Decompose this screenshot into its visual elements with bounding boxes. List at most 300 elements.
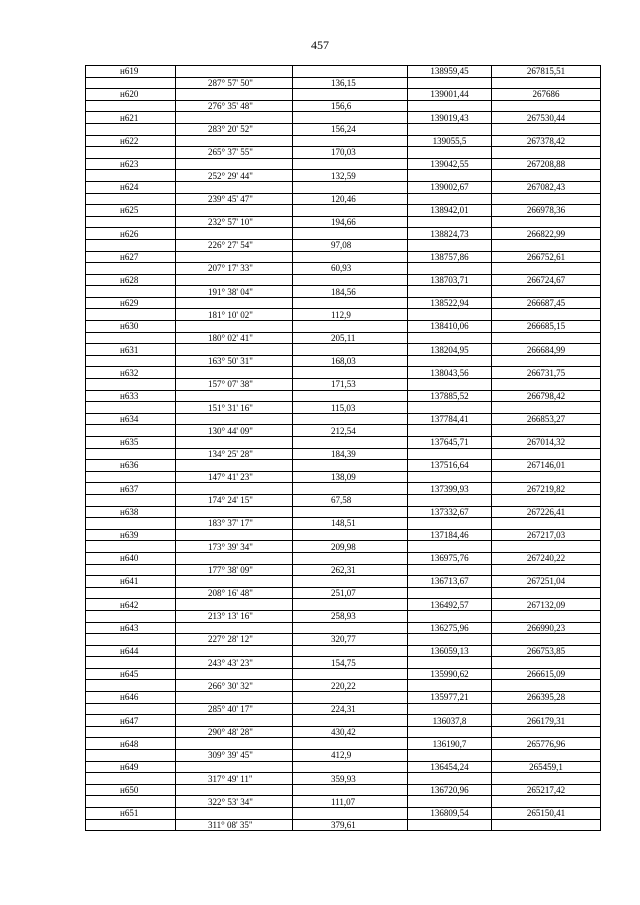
- empty-cell: [86, 587, 176, 599]
- point-row: [86, 135, 601, 147]
- segment-row: [86, 819, 601, 831]
- empty-cell: [492, 77, 601, 89]
- point-row: [86, 506, 601, 518]
- point-row: [86, 205, 601, 217]
- segment-row: [86, 263, 601, 275]
- direction-angle-cell: 174° 24' 15": [176, 494, 293, 506]
- x-coordinate-cell: 135990,62: [408, 668, 492, 680]
- empty-cell: [176, 529, 293, 541]
- segment-row: [86, 541, 601, 553]
- segment-row: [86, 286, 601, 298]
- empty-cell: [293, 460, 408, 472]
- x-coordinate-cell: 137645,71: [408, 437, 492, 449]
- empty-cell: [492, 703, 601, 715]
- x-coordinate-cell: 138757,86: [408, 251, 492, 263]
- empty-cell: [492, 750, 601, 762]
- x-coordinate-cell: 136190,7: [408, 738, 492, 750]
- direction-angle-cell: 276° 35' 48": [176, 100, 293, 112]
- direction-angle-cell: 213° 13' 16": [176, 610, 293, 622]
- segment-length-cell: 194,66: [293, 216, 408, 228]
- y-coordinate-cell: 266731,75: [492, 367, 601, 379]
- point-name-cell: н633: [86, 390, 176, 402]
- empty-cell: [86, 100, 176, 112]
- segment-length-cell: 224,31: [293, 703, 408, 715]
- empty-cell: [408, 471, 492, 483]
- empty-cell: [86, 263, 176, 275]
- segment-length-cell: 67,58: [293, 494, 408, 506]
- segment-length-cell: 97,08: [293, 239, 408, 251]
- direction-angle-cell: 183° 37' 17": [176, 518, 293, 530]
- segment-row: [86, 379, 601, 391]
- empty-cell: [293, 413, 408, 425]
- empty-cell: [86, 657, 176, 669]
- segment-row: [86, 170, 601, 182]
- point-name-cell: н648: [86, 738, 176, 750]
- y-coordinate-cell: 266179,31: [492, 715, 601, 727]
- segment-length-cell: 412,9: [293, 750, 408, 762]
- point-name-cell: н622: [86, 135, 176, 147]
- empty-cell: [293, 274, 408, 286]
- y-coordinate-cell: 267378,42: [492, 135, 601, 147]
- empty-cell: [293, 668, 408, 680]
- point-name-cell: н635: [86, 437, 176, 449]
- direction-angle-cell: 285° 40' 17": [176, 703, 293, 715]
- segment-row: [86, 587, 601, 599]
- empty-cell: [176, 506, 293, 518]
- direction-angle-cell: 147° 41' 23": [176, 471, 293, 483]
- segment-length-cell: 320,77: [293, 634, 408, 646]
- segment-row: [86, 518, 601, 530]
- y-coordinate-cell: 267226,41: [492, 506, 601, 518]
- empty-cell: [408, 494, 492, 506]
- empty-cell: [408, 216, 492, 228]
- coordinates-table: [85, 65, 601, 831]
- empty-cell: [176, 158, 293, 170]
- segment-length-cell: 430,42: [293, 726, 408, 738]
- empty-cell: [176, 228, 293, 240]
- segment-length-cell: 60,93: [293, 263, 408, 275]
- x-coordinate-cell: 136975,76: [408, 552, 492, 564]
- segment-row: [86, 726, 601, 738]
- point-name-cell: н631: [86, 344, 176, 356]
- point-name-cell: н620: [86, 89, 176, 101]
- point-name-cell: н634: [86, 413, 176, 425]
- segment-row: [86, 564, 601, 576]
- y-coordinate-cell: 266685,15: [492, 321, 601, 333]
- point-name-cell: н646: [86, 692, 176, 704]
- segment-row: [86, 147, 601, 159]
- empty-cell: [293, 89, 408, 101]
- y-coordinate-cell: 265217,42: [492, 784, 601, 796]
- empty-cell: [293, 715, 408, 727]
- empty-cell: [86, 170, 176, 182]
- empty-cell: [176, 437, 293, 449]
- point-row: [86, 321, 601, 333]
- segment-length-cell: 258,93: [293, 610, 408, 622]
- empty-cell: [86, 332, 176, 344]
- segment-length-cell: 205,11: [293, 332, 408, 344]
- y-coordinate-cell: 267014,32: [492, 437, 601, 449]
- segment-row: [86, 309, 601, 321]
- empty-cell: [408, 657, 492, 669]
- segment-length-cell: 138,09: [293, 471, 408, 483]
- coordinates-table-body: [86, 66, 601, 831]
- empty-cell: [492, 170, 601, 182]
- direction-angle-cell: 265° 37' 55": [176, 147, 293, 159]
- empty-cell: [293, 437, 408, 449]
- direction-angle-cell: 322° 53' 34": [176, 796, 293, 808]
- point-name-cell: н639: [86, 529, 176, 541]
- point-name-cell: н629: [86, 297, 176, 309]
- empty-cell: [492, 471, 601, 483]
- empty-cell: [176, 367, 293, 379]
- segment-row: [86, 796, 601, 808]
- empty-cell: [176, 552, 293, 564]
- empty-cell: [86, 541, 176, 553]
- x-coordinate-cell: 137516,64: [408, 460, 492, 472]
- x-coordinate-cell: 139001,44: [408, 89, 492, 101]
- point-name-cell: н619: [86, 66, 176, 78]
- x-coordinate-cell: 138824,73: [408, 228, 492, 240]
- empty-cell: [176, 413, 293, 425]
- y-coordinate-cell: 266990,23: [492, 622, 601, 634]
- direction-angle-cell: 290° 48' 28": [176, 726, 293, 738]
- empty-cell: [408, 726, 492, 738]
- empty-cell: [86, 796, 176, 808]
- segment-row: [86, 750, 601, 762]
- segment-length-cell: 262,31: [293, 564, 408, 576]
- direction-angle-cell: 191° 38' 04": [176, 286, 293, 298]
- direction-angle-cell: 130° 44' 09": [176, 425, 293, 437]
- x-coordinate-cell: 139002,67: [408, 181, 492, 193]
- y-coordinate-cell: 267530,44: [492, 112, 601, 124]
- y-coordinate-cell: 267217,03: [492, 529, 601, 541]
- direction-angle-cell: 157° 07' 38": [176, 379, 293, 391]
- empty-cell: [492, 332, 601, 344]
- y-coordinate-cell: 266395,28: [492, 692, 601, 704]
- segment-length-cell: 132,59: [293, 170, 408, 182]
- direction-angle-cell: 134° 25' 28": [176, 448, 293, 460]
- empty-cell: [492, 123, 601, 135]
- point-name-cell: н642: [86, 599, 176, 611]
- point-name-cell: н632: [86, 367, 176, 379]
- empty-cell: [86, 379, 176, 391]
- empty-cell: [176, 297, 293, 309]
- point-name-cell: н643: [86, 622, 176, 634]
- direction-angle-cell: 266° 30' 32": [176, 680, 293, 692]
- y-coordinate-cell: 265776,96: [492, 738, 601, 750]
- y-coordinate-cell: 265150,41: [492, 808, 601, 820]
- empty-cell: [492, 657, 601, 669]
- empty-cell: [176, 715, 293, 727]
- empty-cell: [176, 181, 293, 193]
- empty-cell: [492, 796, 601, 808]
- segment-length-cell: 209,98: [293, 541, 408, 553]
- empty-cell: [293, 692, 408, 704]
- x-coordinate-cell: 137784,41: [408, 413, 492, 425]
- empty-cell: [176, 599, 293, 611]
- empty-cell: [176, 645, 293, 657]
- empty-cell: [492, 518, 601, 530]
- segment-row: [86, 657, 601, 669]
- empty-cell: [492, 541, 601, 553]
- empty-cell: [86, 239, 176, 251]
- y-coordinate-cell: 265459,1: [492, 761, 601, 773]
- empty-cell: [86, 564, 176, 576]
- empty-cell: [86, 123, 176, 135]
- point-row: [86, 622, 601, 634]
- empty-cell: [86, 286, 176, 298]
- point-name-cell: н650: [86, 784, 176, 796]
- segment-row: [86, 425, 601, 437]
- segment-length-cell: 154,75: [293, 657, 408, 669]
- x-coordinate-cell: 138204,95: [408, 344, 492, 356]
- empty-cell: [408, 541, 492, 553]
- empty-cell: [86, 680, 176, 692]
- empty-cell: [492, 355, 601, 367]
- empty-cell: [408, 147, 492, 159]
- x-coordinate-cell: 139019,43: [408, 112, 492, 124]
- empty-cell: [492, 726, 601, 738]
- empty-cell: [492, 564, 601, 576]
- y-coordinate-cell: 267240,22: [492, 552, 601, 564]
- x-coordinate-cell: 137184,46: [408, 529, 492, 541]
- empty-cell: [408, 634, 492, 646]
- segment-length-cell: 251,07: [293, 587, 408, 599]
- point-row: [86, 715, 601, 727]
- empty-cell: [176, 761, 293, 773]
- empty-cell: [492, 634, 601, 646]
- x-coordinate-cell: 139055,5: [408, 135, 492, 147]
- y-coordinate-cell: 266684,99: [492, 344, 601, 356]
- direction-angle-cell: 227° 28' 12": [176, 634, 293, 646]
- empty-cell: [86, 425, 176, 437]
- empty-cell: [293, 390, 408, 402]
- empty-cell: [492, 773, 601, 785]
- empty-cell: [408, 518, 492, 530]
- empty-cell: [492, 100, 601, 112]
- empty-cell: [293, 251, 408, 263]
- x-coordinate-cell: 138703,71: [408, 274, 492, 286]
- segment-row: [86, 100, 601, 112]
- segment-row: [86, 448, 601, 460]
- empty-cell: [86, 448, 176, 460]
- direction-angle-cell: 287° 57' 50": [176, 77, 293, 89]
- point-row: [86, 274, 601, 286]
- empty-cell: [86, 773, 176, 785]
- y-coordinate-cell: 267219,82: [492, 483, 601, 495]
- segment-length-cell: 156,24: [293, 123, 408, 135]
- point-row: [86, 437, 601, 449]
- direction-angle-cell: 317° 49' 11": [176, 773, 293, 785]
- empty-cell: [176, 390, 293, 402]
- page-number: 457: [311, 38, 329, 52]
- segment-row: [86, 494, 601, 506]
- x-coordinate-cell: 139042,55: [408, 158, 492, 170]
- y-coordinate-cell: 267815,51: [492, 66, 601, 78]
- point-row: [86, 645, 601, 657]
- empty-cell: [176, 205, 293, 217]
- direction-angle-cell: 180° 02' 41": [176, 332, 293, 344]
- y-coordinate-cell: 266724,67: [492, 274, 601, 286]
- empty-cell: [492, 587, 601, 599]
- point-row: [86, 66, 601, 78]
- empty-cell: [408, 286, 492, 298]
- point-row: [86, 784, 601, 796]
- empty-cell: [176, 274, 293, 286]
- y-coordinate-cell: 266822,99: [492, 228, 601, 240]
- direction-angle-cell: 283° 20' 52": [176, 123, 293, 135]
- y-coordinate-cell: 266615,09: [492, 668, 601, 680]
- empty-cell: [86, 216, 176, 228]
- y-coordinate-cell: 267082,43: [492, 181, 601, 193]
- empty-cell: [86, 726, 176, 738]
- empty-cell: [293, 529, 408, 541]
- segment-row: [86, 332, 601, 344]
- empty-cell: [408, 355, 492, 367]
- empty-cell: [492, 819, 601, 831]
- segment-length-cell: 168,03: [293, 355, 408, 367]
- segment-row: [86, 123, 601, 135]
- segment-length-cell: 359,93: [293, 773, 408, 785]
- empty-cell: [408, 564, 492, 576]
- empty-cell: [408, 100, 492, 112]
- x-coordinate-cell: 136275,96: [408, 622, 492, 634]
- point-name-cell: н623: [86, 158, 176, 170]
- empty-cell: [408, 703, 492, 715]
- point-name-cell: н630: [86, 321, 176, 333]
- x-coordinate-cell: 136720,96: [408, 784, 492, 796]
- y-coordinate-cell: 267146,01: [492, 460, 601, 472]
- empty-cell: [408, 193, 492, 205]
- segment-length-cell: 220,22: [293, 680, 408, 692]
- y-coordinate-cell: 267251,04: [492, 576, 601, 588]
- point-row: [86, 552, 601, 564]
- direction-angle-cell: 151° 31' 16": [176, 402, 293, 414]
- segment-length-cell: 115,03: [293, 402, 408, 414]
- empty-cell: [176, 784, 293, 796]
- direction-angle-cell: 311° 08' 35": [176, 819, 293, 831]
- y-coordinate-cell: 266978,36: [492, 205, 601, 217]
- empty-cell: [293, 181, 408, 193]
- segment-length-cell: 112,9: [293, 309, 408, 321]
- y-coordinate-cell: 267686: [492, 89, 601, 101]
- empty-cell: [86, 634, 176, 646]
- point-name-cell: н627: [86, 251, 176, 263]
- point-row: [86, 158, 601, 170]
- point-name-cell: н644: [86, 645, 176, 657]
- empty-cell: [408, 680, 492, 692]
- point-row: [86, 576, 601, 588]
- point-row: [86, 228, 601, 240]
- empty-cell: [408, 379, 492, 391]
- empty-cell: [408, 402, 492, 414]
- empty-cell: [492, 216, 601, 228]
- point-row: [86, 483, 601, 495]
- x-coordinate-cell: 137332,67: [408, 506, 492, 518]
- empty-cell: [293, 344, 408, 356]
- empty-cell: [176, 112, 293, 124]
- empty-cell: [176, 89, 293, 101]
- empty-cell: [86, 610, 176, 622]
- empty-cell: [293, 367, 408, 379]
- empty-cell: [408, 796, 492, 808]
- point-row: [86, 460, 601, 472]
- empty-cell: [86, 494, 176, 506]
- x-coordinate-cell: 138942,01: [408, 205, 492, 217]
- empty-cell: [492, 286, 601, 298]
- empty-cell: [86, 309, 176, 321]
- empty-cell: [86, 355, 176, 367]
- y-coordinate-cell: 267208,88: [492, 158, 601, 170]
- x-coordinate-cell: 136809,54: [408, 808, 492, 820]
- segment-row: [86, 680, 601, 692]
- empty-cell: [293, 784, 408, 796]
- direction-angle-cell: 173° 39' 34": [176, 541, 293, 553]
- empty-cell: [176, 251, 293, 263]
- empty-cell: [86, 77, 176, 89]
- point-row: [86, 599, 601, 611]
- empty-cell: [492, 193, 601, 205]
- segment-row: [86, 773, 601, 785]
- empty-cell: [492, 147, 601, 159]
- point-name-cell: н621: [86, 112, 176, 124]
- empty-cell: [86, 750, 176, 762]
- empty-cell: [408, 332, 492, 344]
- empty-cell: [408, 587, 492, 599]
- empty-cell: [86, 819, 176, 831]
- point-name-cell: н640: [86, 552, 176, 564]
- empty-cell: [176, 668, 293, 680]
- point-name-cell: н647: [86, 715, 176, 727]
- empty-cell: [176, 460, 293, 472]
- empty-cell: [176, 344, 293, 356]
- segment-row: [86, 77, 601, 89]
- point-row: [86, 112, 601, 124]
- empty-cell: [492, 402, 601, 414]
- segment-length-cell: 120,46: [293, 193, 408, 205]
- empty-cell: [408, 77, 492, 89]
- segment-length-cell: 212,54: [293, 425, 408, 437]
- segment-length-cell: 136,15: [293, 77, 408, 89]
- segment-row: [86, 703, 601, 715]
- point-row: [86, 297, 601, 309]
- empty-cell: [86, 703, 176, 715]
- empty-cell: [293, 205, 408, 217]
- point-name-cell: н641: [86, 576, 176, 588]
- x-coordinate-cell: 135977,21: [408, 692, 492, 704]
- x-coordinate-cell: 136454,24: [408, 761, 492, 773]
- direction-angle-cell: 309° 39' 45": [176, 750, 293, 762]
- empty-cell: [293, 506, 408, 518]
- empty-cell: [293, 66, 408, 78]
- x-coordinate-cell: 136492,57: [408, 599, 492, 611]
- segment-length-cell: 148,51: [293, 518, 408, 530]
- empty-cell: [408, 123, 492, 135]
- empty-cell: [86, 193, 176, 205]
- x-coordinate-cell: 136037,8: [408, 715, 492, 727]
- empty-cell: [86, 518, 176, 530]
- point-row: [86, 181, 601, 193]
- y-coordinate-cell: 266798,42: [492, 390, 601, 402]
- empty-cell: [293, 135, 408, 147]
- empty-cell: [492, 680, 601, 692]
- segment-row: [86, 402, 601, 414]
- empty-cell: [176, 692, 293, 704]
- direction-angle-cell: 252° 29' 44": [176, 170, 293, 182]
- empty-cell: [293, 552, 408, 564]
- empty-cell: [293, 112, 408, 124]
